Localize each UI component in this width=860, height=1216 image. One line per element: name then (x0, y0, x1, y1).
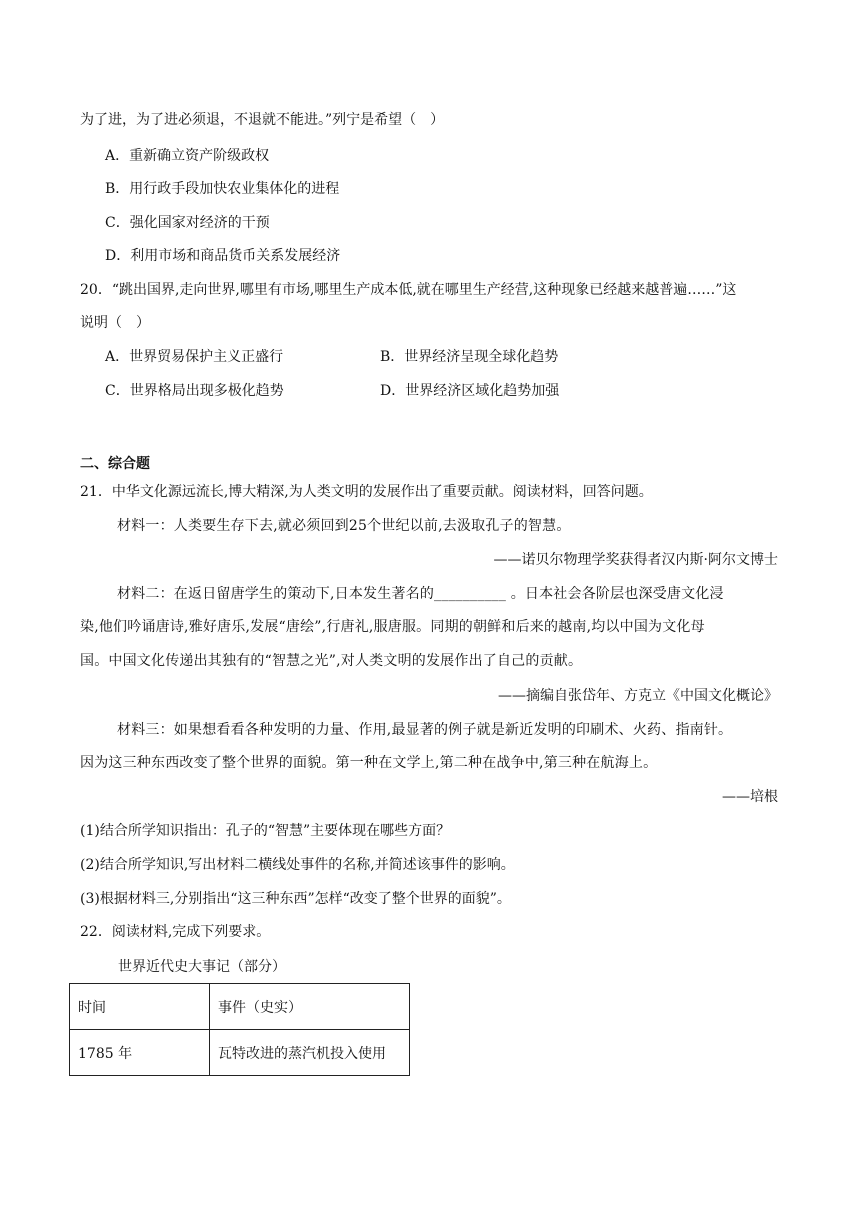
header-time: 时间 (70, 984, 210, 1030)
q21-material3-line1: 材料三：如果想看看各种发明的力量、作用,最显著的例子就是新近发明的印刷术、火药、指南针。 (117, 722, 733, 738)
q21-material3-source: ——培根 (722, 789, 778, 805)
q20-stem-line2: 说明（ ） (80, 315, 150, 331)
q21-material2-line1: 材料二：在返日留唐学生的策动下,日本发生著名的__________ 。日本社会各阶层也深受唐文化浸 (117, 586, 724, 602)
q20-option-a: A．世界贸易保护主义正盛行 (105, 349, 284, 365)
q21-material1-source: ——诺贝尔物理学奖获得者汉内斯·阿尔文博士 (493, 552, 778, 568)
cell-event: 瓦特改进的蒸汽机投入使用 (210, 1030, 410, 1076)
q21-material2-line3: 国。中国文化传递出其独有的“智慧之光”,对人类文明的发展作出了自己的贡献。 (80, 653, 583, 669)
q19-option-b: B．用行政手段加快农业集体化的进程 (105, 181, 340, 197)
q19-stem-tail: 为了进，为了进必须退，不退就不能进。”列宁是希望（ ） (80, 112, 445, 128)
q21-subquestion-2: (2)结合所学知识,写出材料二横线处事件的名称,并简述该事件的影响。 (80, 857, 515, 873)
events-table (69, 983, 410, 1076)
q21-material3-line2: 因为这三种东西改变了整个世界的面貌。第一种在文学上,第二种在战争中,第三种在航海上。 (80, 755, 658, 771)
q21-subquestion-1: (1)结合所学知识指出：孔子的“智慧”主要体现在哪些方面？ (80, 823, 451, 839)
q20-option-c: C．世界格局出现多极化趋势 (105, 383, 284, 399)
q20-option-d: D．世界经济区域化趋势加强 (380, 383, 560, 399)
q19-option-c: C．强化国家对经济的干预 (105, 215, 270, 231)
header-event: 事件（史实） (210, 984, 410, 1030)
table-header-row (70, 984, 410, 1030)
q20-option-b: B．世界经济呈现全球化趋势 (380, 349, 559, 365)
table-caption: 世界近代史大事记（部分） (118, 959, 286, 975)
section-title: 二、综合题 (80, 456, 150, 472)
q21-material1: 材料一：人类要生存下去,就必须回到25个世纪以前,去汲取孔子的智慧。 (117, 518, 571, 534)
table-row (70, 1030, 410, 1076)
q20-stem-line1: 20．“跳出国界,走向世界,哪里有市场,哪里生产成本低,就在哪里生产经营,这种现象已经越来越普遍……”这 (80, 282, 737, 298)
q19-option-a: A．重新确立资产阶级政权 (105, 148, 270, 164)
cell-time: 1785 年 (70, 1030, 210, 1076)
q19-option-d: D．利用市场和商品货币关系发展经济 (105, 248, 341, 264)
q21-subquestion-3: (3)根据材料三,分别指出“这三种东西”怎样“改变了整个世界的面貌”。 (80, 891, 511, 907)
q21-stem: 21．中华文化源远流长,博大精深,为人类文明的发展作出了重要贡献。阅读材料，回答问题。 (80, 484, 653, 500)
q21-material2-source: ——摘编自张岱年、方克立《中国文化概论》 (498, 688, 778, 704)
q21-material2-line2: 染,他们吟诵唐诗,雅好唐乐,发展“唐绘”,行唐礼,服唐服。同期的朝鲜和后来的越南,均以中国为文化母 (80, 619, 705, 635)
q22-stem: 22．阅读材料,完成下列要求。 (80, 924, 271, 940)
